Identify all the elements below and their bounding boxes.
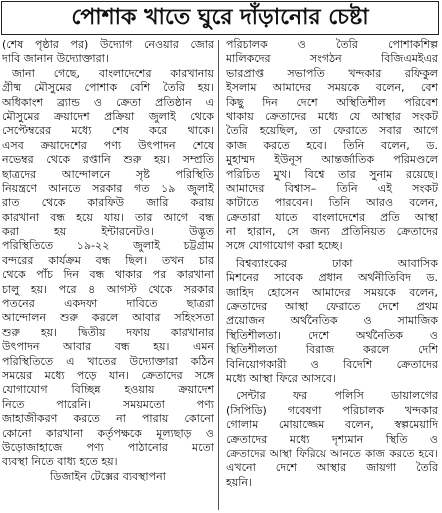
article-line: সেপ্টেম্বরের মধ্যে শেষ করে থাকে।: [2, 124, 214, 138]
column-divider: [218, 40, 219, 510]
article-line: চালু হয়। পরে ৪ আগস্ট থেকে সরকার: [2, 282, 214, 296]
article-line: প্রয়োজন অর্থনৈতিক ও সামাজিক: [226, 314, 438, 328]
article-line: মৌসুমের ক্রয়াদেশ প্রক্রিয়া জুলাই থেকে: [2, 109, 214, 123]
article-line: তৈরি হয়েছিল, তা ফেরাতে সবার আগে: [226, 124, 438, 138]
article-line: আমাদের বিশ্বাস– তিনি এই সংকট: [226, 181, 438, 195]
article-line: অধিকাংশ ব্র্যান্ড ও ক্রেতা প্রতিষ্ঠান এ: [2, 95, 214, 109]
article-line: ক্রেতাদের আস্থা ফেরাতে দেশে প্রথম: [226, 300, 438, 314]
article-line: করা হয় ইন্টারনেটও। উদ্ভূত: [2, 225, 214, 239]
article-line: থেকে পাঁচ দিন বন্ধ থাকার পর কারখানা: [2, 268, 214, 282]
article-line: হয়নি।: [226, 475, 252, 489]
article-line: বিশ্বব্যাংকের ঢাকা আবাসিক: [236, 256, 438, 270]
article-line: সময়ের মধ্যে পড়ে যান। ক্রেতাদের সঙ্গে: [2, 368, 214, 382]
article-line: ডিজাইন টেক্সের ব্যবস্থাপনা: [50, 469, 166, 483]
article-line: (শেষ পৃষ্ঠার পর) উদ্যোগ নেওয়ার জোর: [2, 38, 214, 51]
article-line: গোলাম মোয়াজ্জেম বলেন, স্বল্পমেয়াদি: [226, 418, 438, 432]
article-line: পরিচিত মুখ। বিশ্বে তার সুনাম রয়েছে।: [226, 167, 438, 181]
article-line: পরিচালক ও তৈরি পোশাকশিল্প: [226, 38, 438, 51]
article-line: শুরু হয়। দ্বিতীয় দফায় কারখানার: [2, 325, 214, 339]
article-line: এসব ক্রয়াদেশের পণ্য উৎপাদন শেষে: [2, 138, 214, 152]
article-line: কোনো কারখানা কর্তৃপক্ষকে মূল্যছাড় ও: [2, 426, 214, 440]
article-line: সঙ্গে যোগাযোগ করা হচ্ছে।: [226, 239, 343, 253]
article-line: সেন্টার ফর পলিসি ডায়ালগের: [236, 389, 438, 403]
article-line: গ্রীষ্ম মৌসুমের পোশাক বেশি তৈরি হয়।: [2, 81, 214, 95]
article-line: বিনিয়োগকারী ও বিদেশি ক্রেতাদের: [226, 357, 438, 371]
article-line: রাত থেকে কারফিউ জারি করায়: [2, 196, 214, 210]
article-line: উড়োজাহাজে পণ্য পাঠানোর মতো: [2, 440, 214, 454]
article-line: নিয়ন্ত্রণে আনতে সরকার গত ১৯ জুলাই: [2, 181, 214, 195]
article-line: ক্রেতারা যাতে বাংলাদেশের প্রতি আস্থা: [226, 210, 438, 224]
article-line: না হারান, সে জন্য প্রতিনিয়ত ক্রেতাদের: [226, 225, 438, 239]
article-line: স্থিতিশীলতা। দেশে অর্থনৈতিক ও: [226, 328, 438, 342]
article-line: বন্দরের কার্যক্রম বন্ধ ছিল। তখন চার: [2, 253, 214, 267]
article-line: জাহিদ হোসেন আমাদের সময়কে বলেন,: [226, 285, 438, 299]
article-line: পরিস্থিতিতে ১৯-২২ জুলাই চট্টগ্রাম: [2, 239, 214, 253]
headline: পোশাক খাতে ঘুরে দাঁড়ানোর চেষ্টা: [71, 4, 369, 30]
article-line: মধ্যে আস্থা ফিরে আসবে।: [226, 371, 336, 385]
article-line: দাবি জানান উদ্যোক্তারা।: [2, 52, 109, 66]
headline-box: [1, 1, 439, 35]
article-line: ব্যবস্থা নিতে বাধ্য হতে হয়।: [2, 455, 118, 469]
article-line: এখনো দেশে আস্থার জায়গা তৈরি: [226, 461, 438, 475]
article-column-left: [2, 38, 214, 511]
article-line: নিতে পারেনি। সময়মতো পণ্য: [2, 397, 214, 411]
article-line: যোগাযোগ বিচ্ছিন্ন হওয়ায় ক্রয়াদেশ: [2, 383, 214, 397]
article-line: স্থিতিশীলতা বিরাজ করলে দেশি: [226, 343, 438, 357]
article-line: ভারপ্রাপ্ত সভাপতি খন্দকার রফিকুল: [226, 66, 438, 80]
article-line: ছাত্রদের আন্দোলনে সৃষ্ট পরিস্থিতি: [2, 167, 214, 181]
article-line: কাজ করতে হবে। তিনি বলেন, ড.: [226, 138, 438, 152]
article-line: ক্রেতাদের আস্থা ফিরিয়ে আনতে কাজ করতে হবে।: [226, 447, 438, 460]
article-line: থাকায় ক্রেতাদের মধ্যে যে আস্থার সংকট: [226, 109, 438, 123]
article-line: কারখানা বন্ধ হয়ে যায়। তার আগে বন্ধ: [2, 210, 214, 224]
article-line: জাহাজীকরণ করতে না পারায় কোনো: [2, 412, 214, 426]
article-line: নভেম্বর থেকে রপ্তানি শুরু হয়। সম্প্রতি: [2, 153, 214, 167]
article-line: (সিপিডি) গবেষণা পরিচালক খন্দকার: [226, 403, 438, 417]
article-line: মুহাম্মদ ইউনূস আন্তর্জাতিক পরিমণ্ডলে: [226, 153, 438, 167]
article-line: পরিস্থিতিতে এ খাতের উদ্যোক্তারা কঠিন: [2, 354, 214, 368]
article-column-right: [226, 38, 438, 511]
article-line: উৎপাদন আবার বন্ধ হয়। এমন: [2, 340, 214, 354]
article-line: মিশনের সাবেক প্রধান অর্থনীতিবিদ ড.: [226, 271, 438, 285]
article-line: মালিকদের সংগঠন বিজিএমইএর: [226, 52, 438, 66]
article-line: কাটাতে পারবেন। তিনি আরও বলেন,: [226, 196, 438, 210]
article-line: পতনের একদফা দাবিতে ছাত্ররা: [2, 297, 214, 311]
article-line: আন্দোলন শুরু করলে আবার সহিংসতা: [2, 311, 214, 325]
article-line: জানা গেছে, বাংলাদেশের কারখানায়: [12, 66, 214, 80]
article-line: ক্রেতাদের মধ্যে দৃশ্যমান স্থিতি ও: [226, 432, 438, 446]
article-line: ইসলাম আমাদের সময়কে বলেন, বেশ: [226, 81, 438, 95]
article-line: কিছু দিন দেশে অস্থিতিশীল পরিবেশ: [226, 95, 438, 109]
